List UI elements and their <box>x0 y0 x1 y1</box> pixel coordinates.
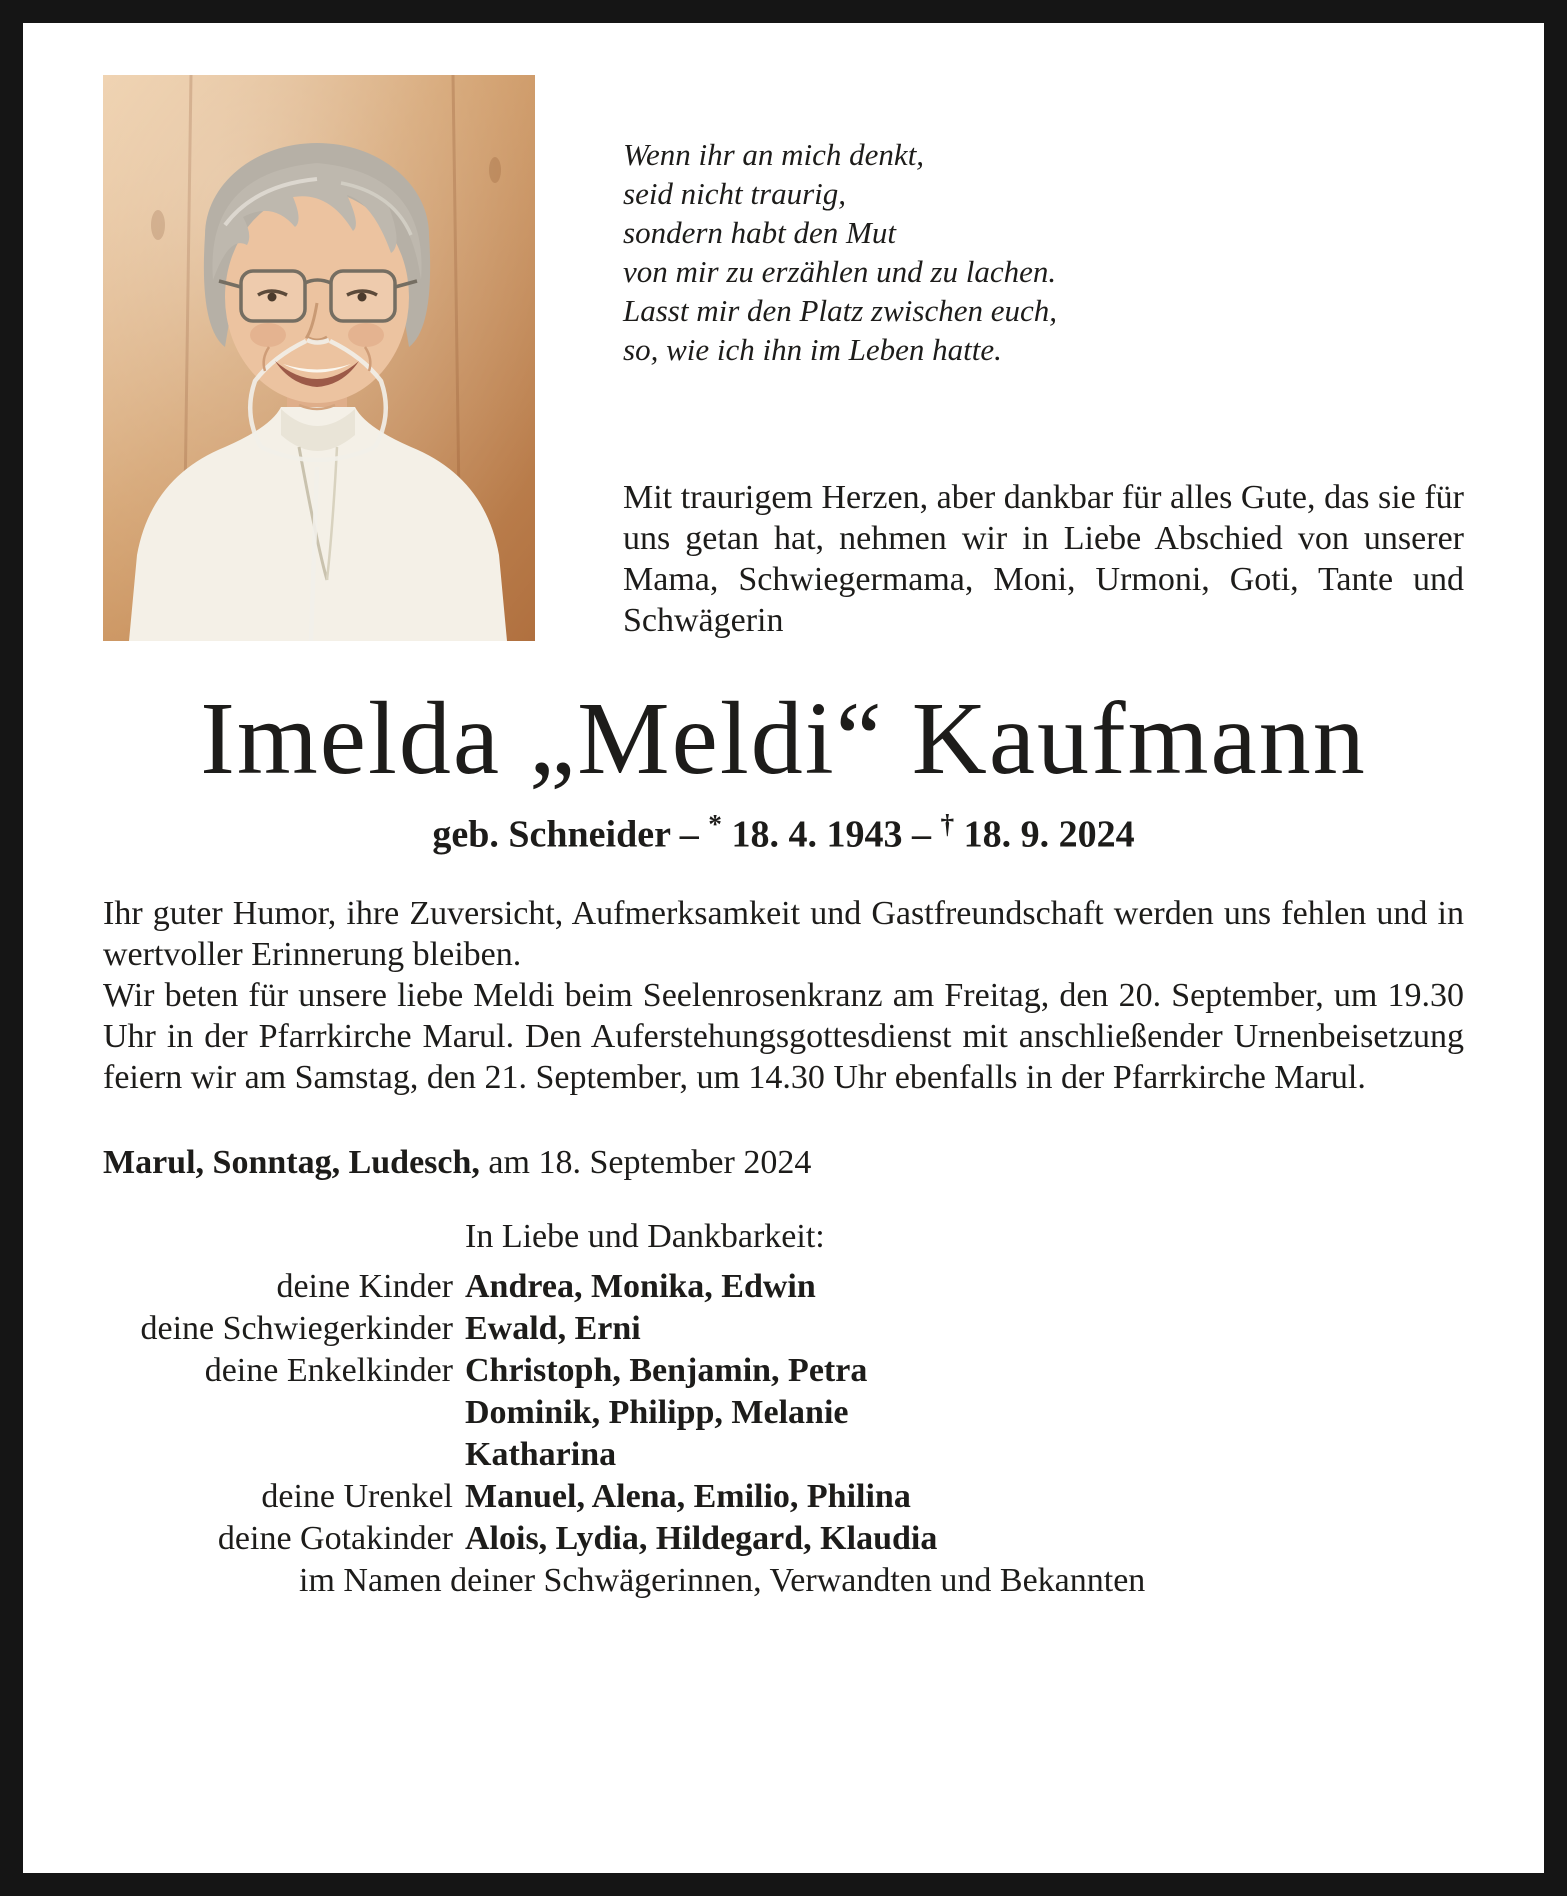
announcement-date: am 18. September 2024 <box>479 1143 812 1181</box>
family-names-godchildren: Alois, Lydia, Hildegard, Klaudia <box>465 1519 938 1557</box>
birth-date: 18. 4. 1943 – <box>721 813 941 856</box>
grandchildren-line-2: Dominik, Philipp, Melanie <box>465 1393 849 1431</box>
maiden-name: geb. Schneider – <box>432 813 709 856</box>
family-names-grandchildren <box>465 1350 1464 1476</box>
deceased-name: Imelda „Meldi“ Kaufmann <box>200 681 1367 796</box>
birth-symbol: * <box>708 809 722 840</box>
obituary-text <box>103 893 1464 1098</box>
life-dates <box>103 809 1464 857</box>
poem-line-3: sondern habt den Mut <box>623 215 896 250</box>
right-column <box>623 75 1464 641</box>
obituary-paragraph-1: Ihr guter Humor, ihre Zuversicht, Aufmerksamkeit und Gastfreundschaft werden uns fehlen und in wertvoller Erinnerung bleiben. <box>103 894 1464 973</box>
family-label-grandchildren: deine Enkelkinder <box>204 1351 453 1389</box>
family-names-great-grandchildren: Manuel, Alena, Emilio, Philina <box>465 1477 911 1515</box>
poem-line-1: Wenn ihr an mich denkt, <box>623 137 925 172</box>
grandchildren-line-1: Christoph, Benjamin, Petra <box>465 1351 868 1389</box>
portrait-photo-illustration <box>103 75 535 641</box>
poem-line-2: seid nicht traurig, <box>623 176 847 211</box>
grandchildren-line-3: Katharina <box>465 1435 617 1473</box>
family-names-children: Andrea, Monika, Edwin <box>465 1267 816 1305</box>
family-label-godchildren: deine Gotakinder <box>217 1519 453 1557</box>
family-label-great-grandchildren: deine Urenkel <box>261 1477 453 1515</box>
family-list <box>103 1266 1464 1560</box>
obituary-paragraph-2: Wir beten für unsere liebe Meldi beim Seelenrosenkranz am Freitag, den 20. September, um 19.30 Uhr in der Pfarrkirche Marul. Den Auferstehungsgottesdienst mit anschließender Urnenbeisetzung feiern wir am Samstag, den 21. September, um 14.30 Uhr ebenfalls in der Pfarrkirche Marul. <box>103 976 1464 1096</box>
closing-line: In Liebe und Dankbarkeit: <box>465 1217 825 1255</box>
farewell-intro: Mit traurigem Herzen, aber dankbar für alles Gute, das sie für uns getan hat, nehmen wir in Liebe Abschied von unserer Mama, Schwiegermama, Moni, Urmoni, Goti, Tante und Schwägerin <box>623 479 1464 639</box>
place-date-line <box>103 1142 1464 1184</box>
poem-line-5: Lasst mir den Platz zwischen euch, <box>623 293 1057 328</box>
poem-line-4: von mir zu erzählen und zu lachen. <box>623 254 1057 289</box>
family-names-children-in-law: Ewald, Erni <box>465 1309 641 1347</box>
poem-line-6: so, wie ich ihn im Leben hatte. <box>623 332 1002 367</box>
obituary-content <box>23 23 1544 1873</box>
family-label-children-in-law: deine Schwiegerkinder <box>140 1309 453 1347</box>
death-symbol: † <box>940 809 955 840</box>
top-section <box>103 75 1464 641</box>
place-names: Marul, Sonntag, Ludesch, <box>103 1143 480 1181</box>
memorial-poem <box>623 135 1464 369</box>
family-label-children: deine Kinder <box>276 1267 453 1305</box>
death-date: 18. 9. 2024 <box>954 813 1135 856</box>
portrait-photo <box>103 75 535 641</box>
final-acknowledgement: im Namen deiner Schwägerinnen, Verwandten und Bekannten <box>299 1561 1146 1599</box>
